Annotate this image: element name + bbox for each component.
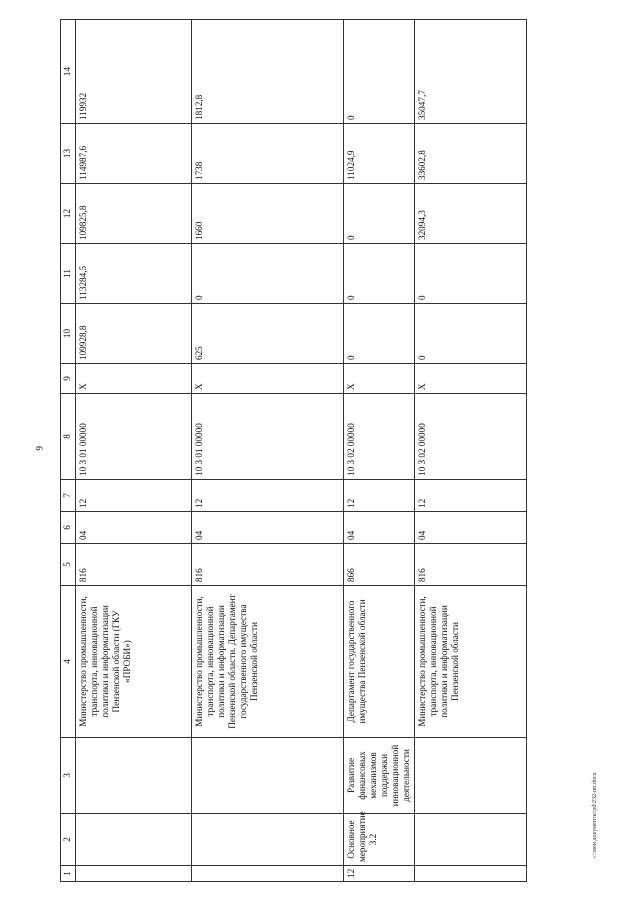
cell-num: 12 — [344, 866, 415, 882]
cell-value: 32094,3 — [415, 184, 527, 244]
col-header: 7 — [61, 480, 76, 512]
cell-event — [192, 814, 344, 866]
cell-grbs: 866 — [344, 544, 415, 586]
cell-executor: Министерство промышленности, транспорта, инновационной политики и информатизации Пензенской области — [415, 586, 527, 738]
cell-grbs: 816 — [192, 544, 344, 586]
cell-pr: 12 — [344, 480, 415, 512]
cell-value: 35047,7 — [415, 20, 527, 124]
cell-rz: 04 — [192, 512, 344, 544]
cell-csr: 10 3 02 00000 — [415, 394, 527, 480]
cell-value: 1660 — [192, 184, 344, 244]
col-header: 3 — [61, 738, 76, 814]
cell-value: 109928,8 — [76, 304, 192, 364]
cell-value: 0 — [344, 244, 415, 304]
table-row — [344, 20, 415, 882]
page-number: 6 — [34, 446, 44, 451]
cell-num — [415, 866, 527, 882]
cell-value: 0 — [344, 20, 415, 124]
col-header: 10 — [61, 304, 76, 364]
cell-rz: 04 — [76, 512, 192, 544]
col-header: 2 — [61, 814, 76, 866]
cell-grbs: 816 — [76, 544, 192, 586]
cell-title — [192, 738, 344, 814]
cell-value: 119932 — [76, 20, 192, 124]
cell-num — [192, 866, 344, 882]
table-row — [192, 20, 344, 882]
col-header: 12 — [61, 184, 76, 244]
cell-title — [415, 738, 527, 814]
cell-vr: Х — [344, 364, 415, 394]
rotated-table-wrapper — [60, 20, 519, 882]
cell-title — [76, 738, 192, 814]
col-header: 14 — [61, 20, 76, 124]
budget-table — [60, 19, 527, 882]
cell-executor: Министерство промышленности, транспорта, инновационной политики и информатизации Пензенской области (ГКУ «ПРОБИ») — [76, 586, 192, 738]
table-row — [76, 20, 192, 882]
col-header: 5 — [61, 544, 76, 586]
cell-value: 0 — [344, 304, 415, 364]
cell-vr: Х — [76, 364, 192, 394]
cell-csr: 10 3 01 00000 — [192, 394, 344, 480]
cell-event: Основное мероприятие 3.2 — [344, 814, 415, 866]
cell-vr: Х — [415, 364, 527, 394]
file-path-footer: c:\мои документы\pd\232-пп.docx — [592, 772, 598, 858]
cell-title: Развитие финансовых механизмов поддержки инновационной деятельности — [344, 738, 415, 814]
col-header: 6 — [61, 512, 76, 544]
cell-value: 33602,8 — [415, 124, 527, 184]
col-header: 9 — [61, 364, 76, 394]
cell-csr: 10 3 01 00000 — [76, 394, 192, 480]
cell-grbs: 816 — [415, 544, 527, 586]
table-row — [415, 20, 527, 882]
cell-value: 0 — [415, 244, 527, 304]
cell-event — [76, 814, 192, 866]
cell-pr: 12 — [192, 480, 344, 512]
cell-value: 0 — [415, 304, 527, 364]
col-header: 13 — [61, 124, 76, 184]
cell-csr: 10 3 02 00000 — [344, 394, 415, 480]
cell-num — [76, 866, 192, 882]
cell-value: 1738 — [192, 124, 344, 184]
cell-value: 0 — [192, 244, 344, 304]
cell-executor: Департамент государственного имущества Пензенской области — [344, 586, 415, 738]
col-header: 4 — [61, 586, 76, 738]
cell-rz: 04 — [415, 512, 527, 544]
cell-value: 109825,8 — [76, 184, 192, 244]
cell-value: 625 — [192, 304, 344, 364]
col-header: 1 — [61, 866, 76, 882]
cell-executor: Министерство промышленности, транспорта, инновационной политики и информатизации Пензенской области. Департамент государственного имущества Пензенской области — [192, 586, 344, 738]
cell-value: 113284,5 — [76, 244, 192, 304]
header-row — [61, 20, 76, 882]
col-header: 8 — [61, 394, 76, 480]
col-header: 11 — [61, 244, 76, 304]
cell-event — [415, 814, 527, 866]
cell-value: 0 — [344, 184, 415, 244]
cell-value: 1812,8 — [192, 20, 344, 124]
cell-pr: 12 — [76, 480, 192, 512]
cell-value: 114987,6 — [76, 124, 192, 184]
cell-vr: Х — [192, 364, 344, 394]
cell-value: 11024,9 — [344, 124, 415, 184]
cell-pr: 12 — [415, 480, 527, 512]
cell-rz: 04 — [344, 512, 415, 544]
